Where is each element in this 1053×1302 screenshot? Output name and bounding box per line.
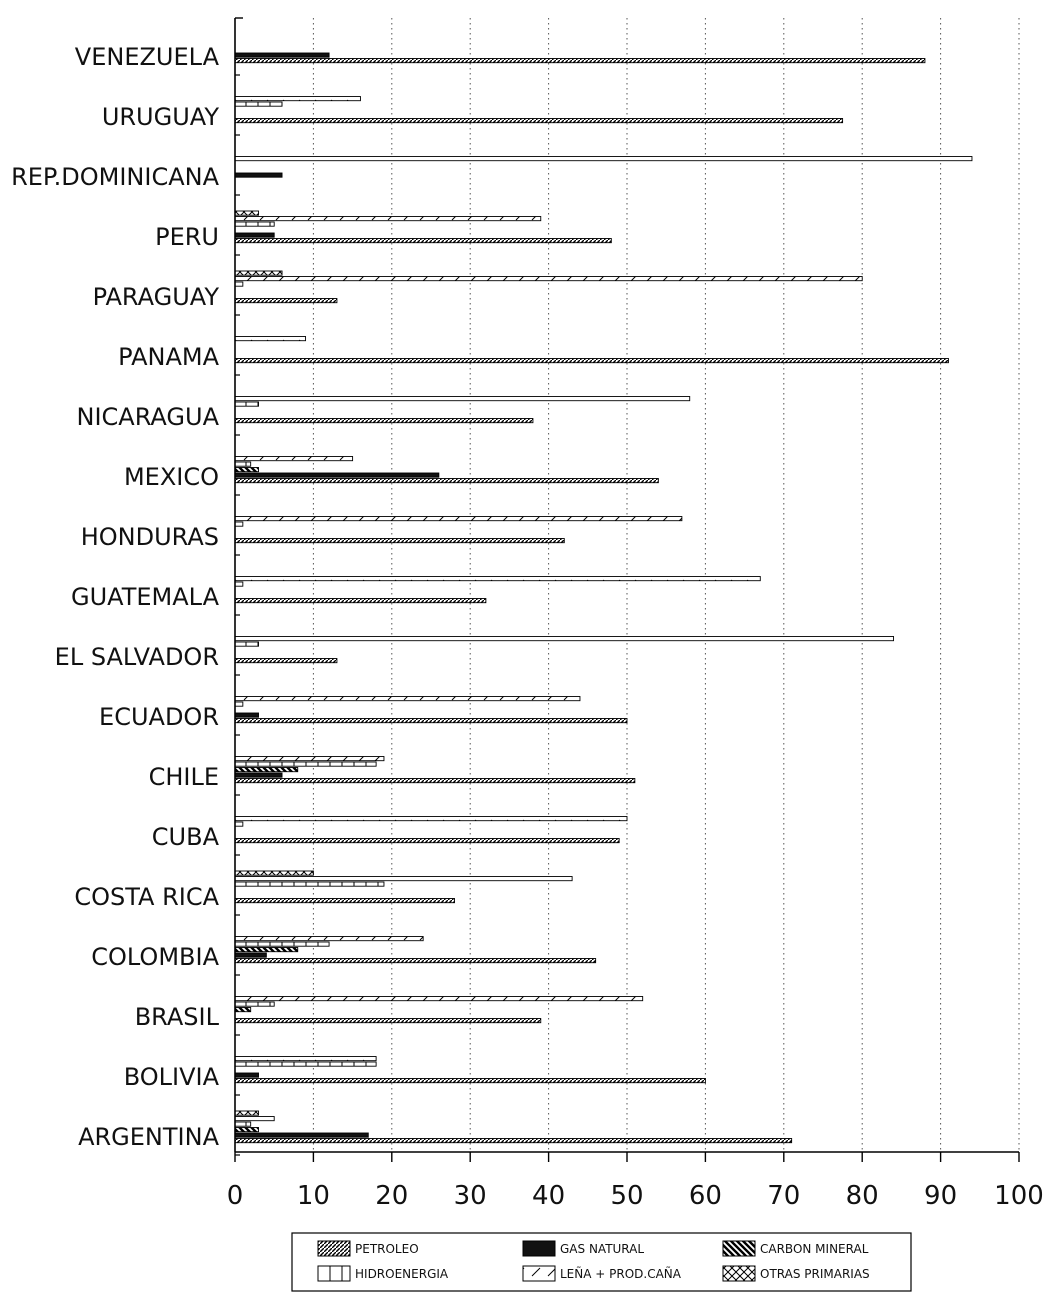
category-label: PARAGUAY [92,283,219,311]
bar-honduras-petroleo [235,539,564,543]
legend [292,1233,911,1291]
category-label: URUGUAY [101,103,219,131]
legend-swatch-carbon [723,1241,755,1256]
category-label: CHILE [148,763,219,791]
x-tick-label: 50 [610,1181,644,1211]
bar-nicaragua-petroleo [235,419,533,423]
bar-el-salvador-petroleo [235,659,337,663]
x-tick-label: 30 [453,1181,487,1211]
x-tick-labels [227,1181,1044,1211]
bar-colombia-carbon [235,948,298,952]
category-label: EL SALVADOR [54,643,219,671]
bar-paraguay-petroleo [235,299,337,303]
bar-cuba-hidro [235,822,243,826]
x-tick-label: 10 [296,1181,330,1211]
bar-ecuador-petroleo [235,719,627,723]
legend-label-carbon: CARBON MINERAL [760,1242,869,1256]
bar-nicaragua-hidro [235,402,259,406]
bar-mexico-carbon [235,468,259,472]
legend-swatch-hidro [318,1266,350,1281]
x-tick-label: 60 [688,1181,722,1211]
bar-guatemala-hidro [235,582,243,586]
bar-argentina-lena [235,1117,274,1121]
legend-label-otras: OTRAS PRIMARIAS [760,1267,870,1281]
bar-costa-rica-lena [235,877,572,881]
bar-honduras-hidro [235,522,243,526]
bar-rep-dominicana-gas [235,173,282,177]
bar-peru-gas [235,233,274,237]
bar-rep-dominicana-lena [235,157,972,161]
category-label: GUATEMALA [70,583,219,611]
bar-brasil-carbon [235,1008,251,1012]
bar-brasil-hidro [235,1002,274,1006]
category-label: BRASIL [134,1003,219,1031]
bar-paraguay-lena [235,277,862,281]
bar-el-salvador-lena [235,637,894,641]
bar-bolivia-gas [235,1073,259,1077]
x-tick-label: 90 [924,1181,958,1211]
bar-costa-rica-petroleo [235,899,455,903]
category-label: VENEZUELA [74,43,219,71]
bar-argentina-gas [235,1133,368,1137]
bar-guatemala-lena [235,577,760,581]
legend-swatch-lena [523,1266,555,1281]
bars [235,53,972,1143]
bar-guatemala-petroleo [235,599,486,603]
category-label: COSTA RICA [74,883,219,911]
bar-peru-hidro [235,222,274,226]
bar-panama-petroleo [235,359,948,363]
category-label: ECUADOR [99,703,219,731]
legend-swatch-gas [523,1241,555,1256]
category-label: PANAMA [118,343,219,371]
bar-argentina-hidro [235,1122,251,1126]
bar-mexico-lena [235,457,353,461]
bar-brasil-petroleo [235,1019,541,1023]
bar-chile-gas [235,773,282,777]
legend-label-hidro: HIDROENERGIA [355,1267,449,1281]
category-label: CUBA [151,823,219,851]
bar-uruguay-lena [235,97,360,101]
bar-uruguay-petroleo [235,119,843,123]
x-tick-label: 100 [994,1181,1044,1211]
axes [235,18,1019,1162]
x-tick-label: 20 [375,1181,409,1211]
bar-mexico-gas [235,473,439,477]
bar-colombia-gas [235,953,266,957]
bar-colombia-hidro [235,942,329,946]
bar-cuba-petroleo [235,839,619,843]
bar-costa-rica-otras [235,871,313,875]
legend-label-gas: GAS NATURAL [560,1242,645,1256]
bar-brasil-lena [235,997,643,1001]
category-label: NICARAGUA [76,403,219,431]
bar-colombia-petroleo [235,959,596,963]
x-tick-label: 70 [767,1181,801,1211]
category-label: REP.DOMINICANA [11,163,219,191]
bar-bolivia-petroleo [235,1079,705,1083]
bar-uruguay-hidro [235,102,282,106]
category-label: COLOMBIA [91,943,219,971]
bar-mexico-petroleo [235,479,658,483]
legend-swatch-otras [723,1266,755,1281]
bar-peru-lena [235,217,541,221]
bar-chile-petroleo [235,779,635,783]
bar-bolivia-hidro [235,1062,376,1066]
bar-chile-lena [235,757,384,761]
x-tick-label: 0 [226,1181,244,1211]
bar-argentina-petroleo [235,1139,792,1143]
bar-panama-lena [235,337,306,341]
bar-chile-carbon [235,768,298,772]
bar-paraguay-hidro [235,282,243,286]
bar-ecuador-lena [235,697,580,701]
bar-nicaragua-lena [235,397,690,401]
category-label: ARGENTINA [78,1123,219,1151]
bar-venezuela-gas [235,53,329,57]
bar-el-salvador-hidro [235,642,259,646]
bar-cuba-lena [235,817,627,821]
bar-chile-hidro [235,762,376,766]
bar-paraguay-otras [235,271,282,275]
bar-honduras-lena [235,517,682,521]
legend-label-petroleo: PETROLEO [355,1242,419,1256]
bar-bolivia-lena [235,1057,376,1061]
grid-lines [313,18,1019,1152]
category-label: HONDURAS [80,523,219,551]
bar-argentina-carbon [235,1128,259,1132]
legend-label-lena: LEÑA + PROD.CAÑA [560,1267,681,1281]
x-tick-label: 80 [845,1181,879,1211]
category-label: PERU [155,223,219,251]
bar-peru-petroleo [235,239,611,243]
category-labels [11,43,220,1151]
bar-ecuador-gas [235,713,259,717]
bar-argentina-otras [235,1111,259,1115]
bar-costa-rica-hidro [235,882,384,886]
bar-mexico-hidro [235,462,251,466]
x-tick-label: 40 [532,1181,566,1211]
bar-ecuador-hidro [235,702,243,706]
bar-peru-otras [235,211,259,215]
category-label: BOLIVIA [123,1063,219,1091]
bar-venezuela-petroleo [235,59,925,63]
category-label: MEXICO [123,463,219,491]
legend-swatch-petroleo [318,1241,350,1256]
bar-colombia-lena [235,937,423,941]
